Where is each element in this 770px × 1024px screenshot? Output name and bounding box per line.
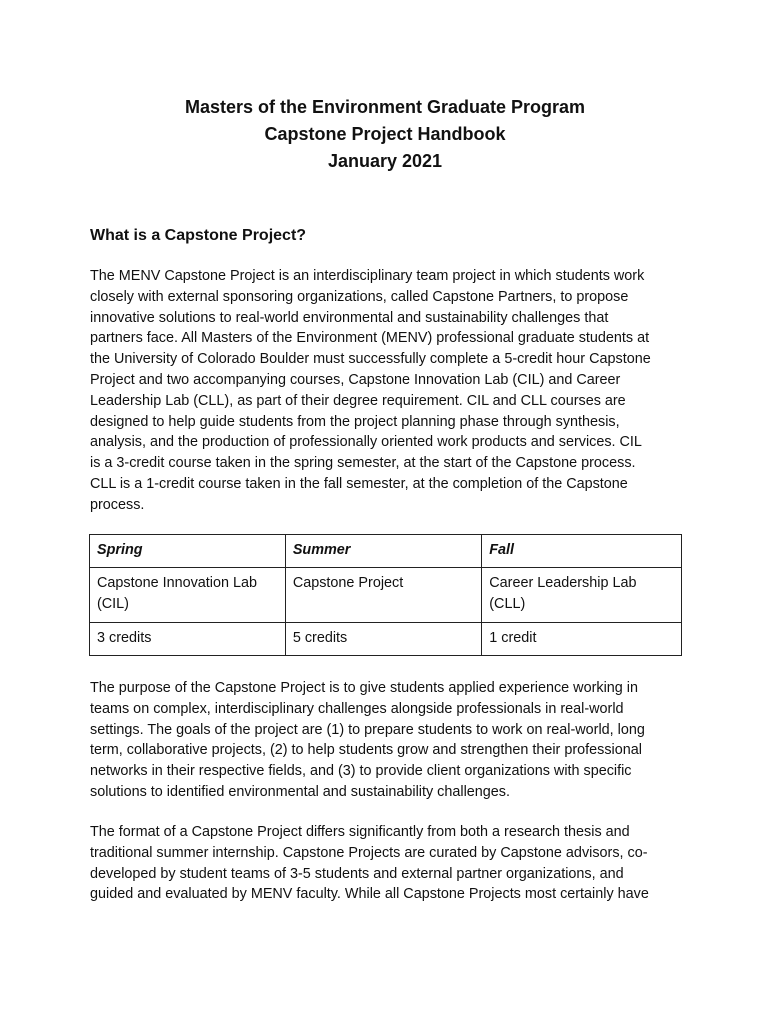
paragraph-line: analysis, and the production of professionally oriented work products and services. CIL xyxy=(90,434,642,451)
paragraph-line: guided and evaluated by MENV faculty. While all Capstone Projects most certainly have xyxy=(90,886,649,903)
paragraph-line: settings. The goals of the project are (1) to prepare students to work on real-world, long xyxy=(90,721,645,738)
title-line-date: January 2021 xyxy=(327,151,443,171)
cell-fall-credits: 1 credit xyxy=(482,623,682,656)
title-line-handbook: Capstone Project Handbook xyxy=(264,124,506,144)
paragraph-line: Project and two accompanying courses, Capstone Innovation Lab (CIL) and Career xyxy=(90,371,621,388)
paragraph-line: innovative solutions to real-world environmental and sustainability challenges that xyxy=(90,309,609,326)
paragraph-line: Leadership Lab (CLL), as part of their degree requirement. CIL and CLL courses are xyxy=(90,392,626,409)
paragraph-line: traditional summer internship. Capstone Projects are curated by Capstone advisors, co- xyxy=(90,844,648,861)
header-summer: Summer xyxy=(285,535,481,568)
paragraph-line: designed to help guide students from the project planning phase through synthesis, xyxy=(90,413,620,430)
cell-fall-course xyxy=(482,568,682,623)
purpose-paragraph xyxy=(90,678,690,803)
table-row-credits xyxy=(90,623,682,656)
title-line-program: Masters of the Environment Graduate Program xyxy=(184,97,586,117)
paragraph-line: The MENV Capstone Project is an interdisciplinary team project in which students work xyxy=(90,268,645,284)
paragraph-line: teams on complex, interdisciplinary challenges alongside professionals in real-world xyxy=(90,700,624,717)
header-spring: Spring xyxy=(90,535,286,568)
cell-line: Capstone Innovation Lab xyxy=(97,575,258,591)
paragraph-line: process. xyxy=(90,496,145,513)
table-row-courses xyxy=(90,568,682,623)
cell-spring-credits: 3 credits xyxy=(90,623,286,656)
paragraph-line: The purpose of the Capstone Project is to give students applied experience working in xyxy=(90,680,638,696)
cell-summer-credits: 5 credits xyxy=(285,623,481,656)
section-heading: What is a Capstone Project? xyxy=(90,227,307,244)
header-fall: Fall xyxy=(482,535,682,568)
cell-line: (CLL) xyxy=(489,595,526,612)
paragraph-line: closely with external sponsoring organizations, called Capstone Partners, to propose xyxy=(90,288,629,305)
paragraph-line: partners face. All Masters of the Environment (MENV) professional graduate students at xyxy=(90,330,650,347)
cell-line: Capstone Project xyxy=(292,575,404,591)
paragraph-line: networks in their respective fields, and (3) to provide client organizations with specific xyxy=(90,763,632,780)
paragraph-line: CLL is a 1-credit course taken in the fall semester, at the completion of the Capstone xyxy=(90,475,628,492)
paragraph-line: the University of Colorado Boulder must successfully complete a 5-credit hour Capstone xyxy=(90,351,651,368)
course-credits-table xyxy=(89,534,682,656)
paragraph-line: term, collaborative projects, (2) to help students grow and strengthen their professional xyxy=(90,742,642,759)
cell-line: (CIL) xyxy=(97,595,129,612)
format-paragraph xyxy=(90,822,690,905)
cell-summer-course xyxy=(285,568,481,623)
cell-line: Career Leadership Lab xyxy=(489,575,637,591)
document-title xyxy=(0,94,770,175)
paragraph-line: solutions to identified environmental and sustainability challenges. xyxy=(90,783,510,800)
intro-paragraph xyxy=(90,266,690,516)
paragraph-line: is a 3-credit course taken in the spring semester, at the start of the Capstone process. xyxy=(90,455,636,472)
paragraph-line: The format of a Capstone Project differs significantly from both a research thesis and xyxy=(90,824,630,840)
cell-spring-course xyxy=(90,568,286,623)
table-header-row xyxy=(90,535,682,568)
paragraph-line: developed by student teams of 3-5 students and external partner organizations, and xyxy=(90,865,624,882)
